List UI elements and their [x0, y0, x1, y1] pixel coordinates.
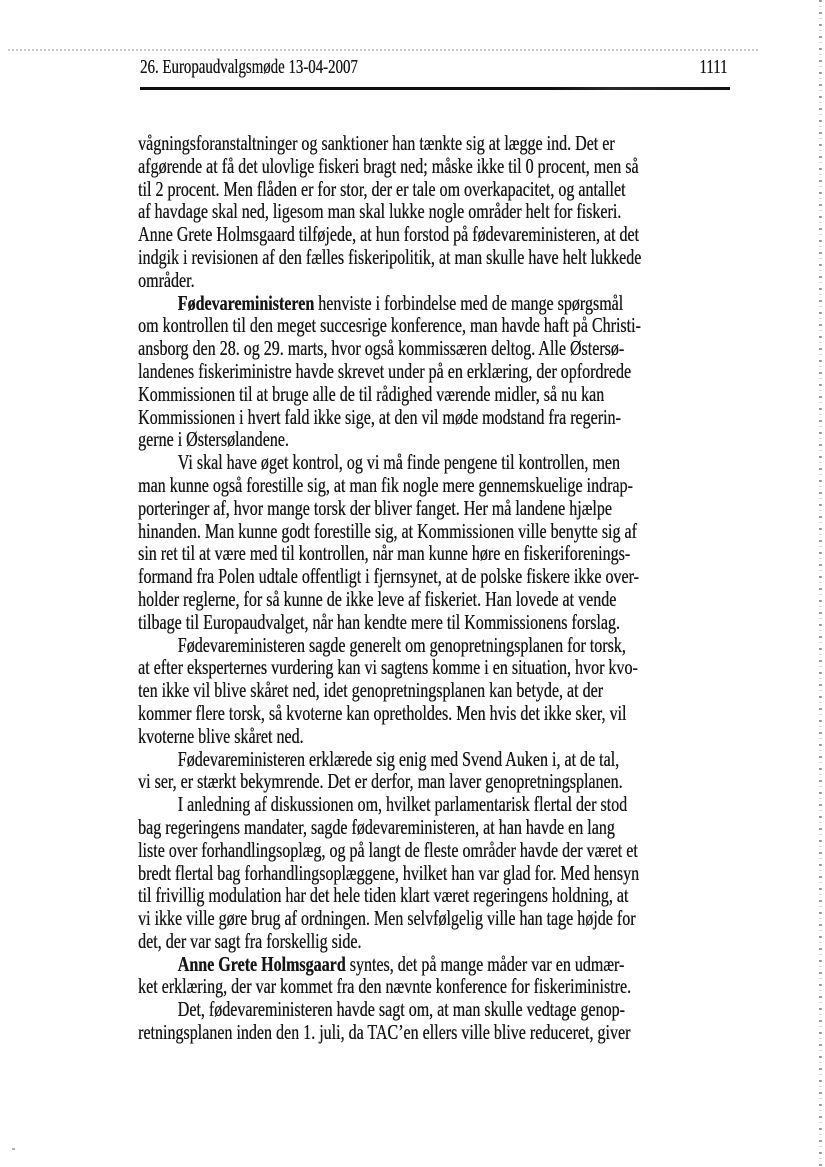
text-line: Det, fødevareministeren havde sagt om, at man skulle vedtage genop- [177, 997, 625, 1022]
text-line: ansborg den 28. og 29. marts, hvor også kommissæren deltog. Alle Østersø- [138, 336, 625, 361]
text-line: liste over forhandlingsoplæg, og på langt de fleste områder havde der været et [138, 837, 638, 862]
text-line: Vi skal have øget kontrol, og vi må finde pengene til kontrollen, men [177, 450, 620, 475]
speaker-name: Anne Grete Holmsgaard [177, 951, 346, 976]
text-line: afgørende at få det ulovlige fiskeri bragt ned; måske ikke til 0 procent, men så [138, 153, 639, 178]
text-line: Kommissionen i hvert fald ikke sige, at den vil møde modstand fra regerin- [138, 404, 621, 429]
scan-artifact-top-dotted-line [8, 49, 758, 51]
text-line: vi ser, er stærkt bekymrende. Det er derfor, man laver genopretningsplanen. [138, 769, 623, 794]
paragraph [138, 953, 748, 999]
scan-artifact-speck [12, 1148, 15, 1150]
text-line-rest: henviste i forbindelse med de mange spørgsmål [314, 290, 624, 315]
text-line: indgik i revisionen af den fælles fiskeripolitik, at man skulle have helt lukkede [138, 244, 642, 269]
text-line: holder reglerne, for så kunne de ikke leve af fiskeriet. Han lovede at vende [138, 586, 617, 611]
text-line [138, 292, 748, 315]
text-line: vi ikke ville gøre brug af ordningen. Men selvfølgelig ville han tage højde for [138, 906, 636, 931]
text-line: sin ret til at være med til kontrollen, når man kunne høre en fiskeriforenings- [138, 541, 631, 566]
speaker-name: Fødevareministeren [177, 290, 315, 315]
text-line: tilbage til Europaudvalget, når han kendte mere til Kommissionens forslag. [138, 609, 620, 634]
text-line: til 2 procent. Men flåden er for stor, der er tale om overkapacitet, og antallet [138, 176, 626, 201]
document-header [140, 56, 728, 80]
text-line: bag regeringens mandater, sagde fødevareministeren, at han havde en lang [138, 814, 615, 839]
text-line: områder. [138, 267, 195, 292]
text-line: landenes fiskeriministre havde skrevet under på en erklæring, der opfordrede [138, 358, 631, 383]
paragraph [138, 793, 748, 953]
paragraph [138, 748, 748, 794]
text-line: Kommissionen til at bruge alle de til rådighed værende midler, så nu kan [138, 381, 605, 406]
text-line: ten ikke vil blive skåret ned, idet genopretningsplanen kan betyde, at der [138, 678, 603, 703]
header-page-number: 1111 [699, 57, 728, 78]
text-line: gerne i Østersølandene. [138, 427, 289, 452]
paragraph [138, 132, 748, 292]
header-rule [140, 87, 730, 90]
text-line: ket erklæring, der var kommet fra den nævnte konference for fiskeriministre. [138, 974, 631, 999]
text-line: porteringer af, hvor mange torsk der bliver fanget. Her må landene hjælpe [138, 495, 612, 520]
text-line: man kunne også forestille sig, at man fik nogle mere gennemskuelige indrap- [138, 472, 633, 497]
text-line: bredt flertal bag forhandlingsoplæggene, hvilket han var glad for. Med hensyn [138, 860, 640, 885]
text-line: om kontrollen til den meget succesrige konference, man havde haft på Christi- [138, 313, 641, 338]
paragraph [138, 634, 748, 748]
paragraph [138, 451, 748, 633]
text-line-rest: syntes, det på mange måder var en udmær- [345, 951, 625, 976]
scan-artifact-right-dotted-line [819, 0, 822, 1167]
header-meeting-title: 26. Europaudvalgsmøde 13-04-2007 [140, 57, 358, 78]
document-body [138, 132, 748, 1044]
text-line: hinanden. Man kunne godt forestille sig, at Kommissionen ville benytte sig af [138, 518, 637, 543]
text-line: kvoterne blive skåret ned. [138, 723, 304, 748]
text-line: kommer flere torsk, så kvoterne kan opretholdes. Men hvis det ikke sker, vil [138, 700, 627, 725]
text-line [138, 953, 748, 976]
text-line: formand fra Polen udtale offentligt i fjernsynet, at de polske fiskere ikke over- [138, 564, 639, 589]
text-line: I anledning af diskussionen om, hvilket parlamentarisk flertal der stod [177, 792, 628, 817]
paragraph [138, 998, 748, 1044]
text-line: vågningsforanstaltninger og sanktioner han tænkte sig at lægge ind. Det er [138, 131, 615, 155]
text-line: Anne Grete Holmsgaard tilføjede, at hun forstod på fødevareministeren, at det [138, 222, 639, 247]
text-line: Fødevareministeren erklærede sig enig med Svend Auken i, at de tal, [177, 746, 620, 771]
text-line: til frivillig modulation har det hele tiden klart været regeringens holdning, at [138, 883, 629, 908]
text-line: Fødevareministeren sagde generelt om genopretningsplanen for torsk, [177, 632, 626, 657]
text-line: retningsplanen inden den 1. juli, da TAC’en ellers ville blive reduceret, giver [138, 1020, 631, 1045]
text-line: at efter eksperternes vurdering kan vi sagtens komme i en situation, hvor kvo- [138, 655, 638, 680]
paragraph [138, 292, 748, 452]
text-line: det, der var sagt fra forskellig side. [138, 928, 362, 953]
text-line: af havdage skal ned, ligesom man skal lukke nogle områder helt for fiskeri. [138, 199, 622, 224]
